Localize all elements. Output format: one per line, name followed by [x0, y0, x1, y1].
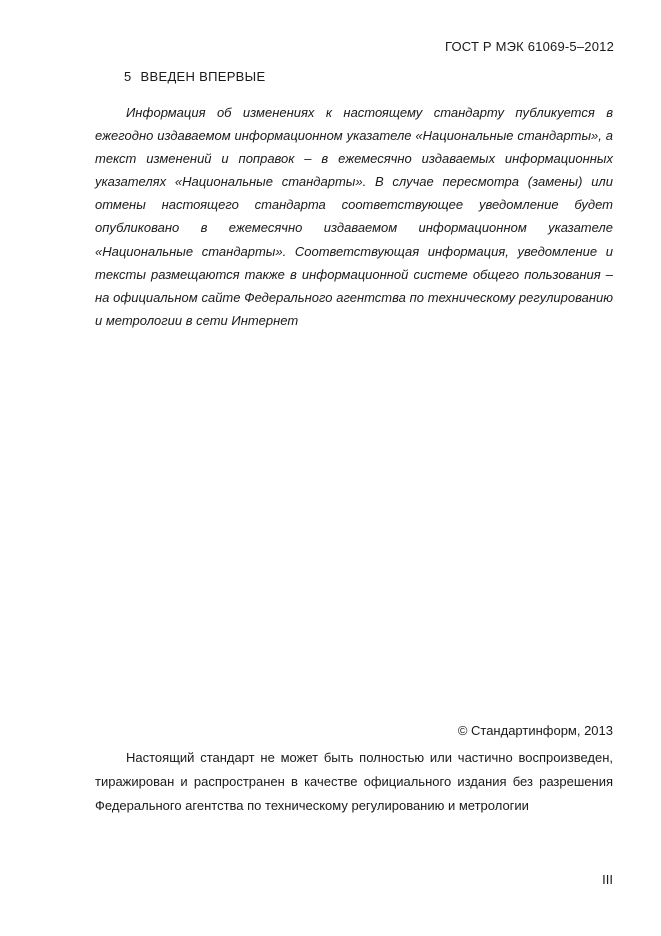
section-number: 5 — [124, 69, 132, 84]
page-number: III — [602, 872, 613, 887]
section-title: ВВЕДЕН ВПЕРВЫЕ — [140, 69, 266, 84]
section-heading — [124, 69, 265, 84]
amendments-info-paragraph: Информация об изменениях к настоящему стандарту публикуется в ежегодно издаваемом информационном указателе «Национальные стандарты», а текст изменений и поправок – в ежемесячно издаваемых информационных указателях «Национальные стандарты». В случае пересмотра (замены) или отмены настоящего стандарта соответствующее уведомление будет опубликовано в ежемесячно издаваемом информационном указателе «Национальные стандарты». Соответствующая информация, уведомление и тексты размещаются также в информационной системе общего пользования – на официальном сайте Федерального агентства по техническому регулированию и метрологии в сети Интернет — [95, 105, 613, 328]
reproduction-notice: Настоящий стандарт не может быть полностью или частично воспроизведен, тиражирован и распространен в качестве официального издания без разрешения Федерального агентства по техническому регулированию и метрологии — [95, 750, 613, 813]
standard-code: ГОСТ Р МЭК 61069-5–2012 — [444, 39, 614, 54]
copyright-line: © Стандартинформ, 2013 — [457, 723, 613, 738]
